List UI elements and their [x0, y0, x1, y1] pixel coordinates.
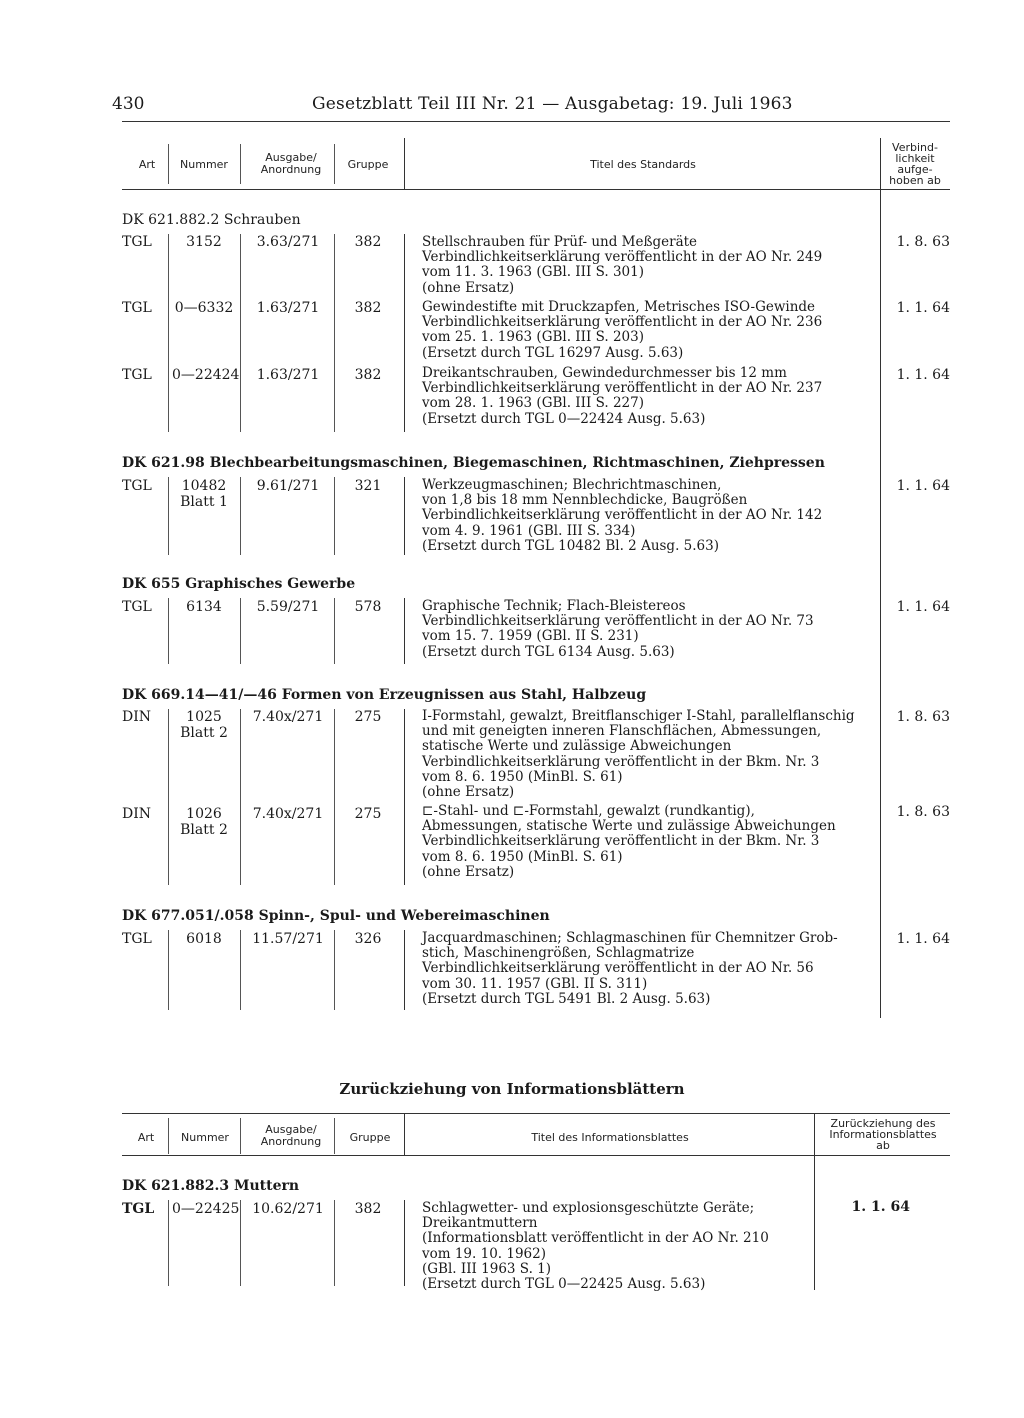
- section-heading: DK 621.882.3 Muttern: [122, 1178, 300, 1194]
- title-cell: Werkzeugmaschinen; Blechrichtmaschinen, von 1,8 bis 18 mm Nennblechdicke, Baugrößen Verbindlichkeitserklärung veröffentlicht in der AO Nr. 142 vom 4. 9. 1961 (GBl. III S. 334) (Ersetzt durch TGL 10482 Bl. 2 Ausg. 5.63): [422, 477, 823, 554]
- section-heading: DK 621.98 Blechbearbeitungsmaschinen, Biegemaschinen, Richtmaschinen, Ziehpressen: [122, 455, 825, 471]
- title-cell: I-Formstahl, gewalzt, Breitflanschiger I-Stahl, parallelflanschig und mit geneigten inneren Flanschflächen, Abmessungen, statische Werte und zulässige Abweichungen Verbindlichkeitserklärung veröffentlicht in der Bkm. Nr. 3 vom 8. 6. 1950 (MinBl. S. 61) (ohne Ersatz): [422, 708, 855, 801]
- th-gruppe: Gruppe: [347, 158, 389, 171]
- th-titel: Titel des Standards: [590, 158, 696, 171]
- gruppe-cell: 578: [354, 599, 382, 615]
- ausgabe-cell: 1.63/271: [256, 367, 320, 383]
- th-art: Art: [137, 1131, 155, 1144]
- date-cell: 1. 1. 64: [896, 300, 950, 316]
- date-cell: 1. 8. 63: [896, 234, 950, 250]
- art-cell: TGL: [122, 931, 152, 947]
- th-verb-1: Verbind-: [892, 141, 938, 154]
- nummer-cell: 6134: [186, 599, 222, 615]
- th-verb-3: aufge-: [897, 163, 933, 176]
- th-nummer: Nummer: [181, 1131, 229, 1144]
- nummer-cell: 1026 Blatt 2: [180, 806, 228, 838]
- nummer-cell: 10482 Blatt 1: [180, 478, 228, 510]
- art-cell: TGL: [122, 234, 152, 250]
- art-cell: TGL: [122, 367, 152, 383]
- th-ausgabe-1: Ausgabe/: [265, 151, 317, 164]
- title-cell: Stellschrauben für Prüf- und Meßgeräte Verbindlichkeitserklärung veröffentlicht in der AO Nr. 249 vom 11. 3. 1963 (GBl. III S. 301) (ohne Ersatz): [422, 234, 823, 296]
- ausgabe-cell: 7.40x/271: [252, 806, 324, 822]
- section-heading: DK 677.051/.058 Spinn-, Spul- und Webereimaschinen: [122, 908, 550, 924]
- th-zur-2: Informationsblattes: [829, 1128, 937, 1141]
- gruppe-cell: 275: [354, 709, 382, 725]
- date-cell: 1. 1. 64: [896, 367, 950, 383]
- date-cell: 1. 1. 64: [896, 478, 950, 494]
- ausgabe-cell: 9.61/271: [256, 478, 320, 494]
- section-heading: DK 621.882.2 Schrauben: [122, 212, 301, 228]
- ausgabe-cell: 7.40x/271: [252, 709, 324, 725]
- title-cell: Gewindestifte mit Druckzapfen, Metrisches ISO-Gewinde Verbindlichkeitserklärung veröffentlicht in der AO Nr. 236 vom 25. 1. 1963 (GBl. III S. 203) (Ersetzt durch TGL 16297 Ausg. 5.63): [422, 299, 823, 361]
- date-cell: 1. 1. 64: [896, 599, 950, 615]
- ausgabe-cell: 10.62/271: [252, 1201, 324, 1217]
- gruppe-cell: 275: [354, 806, 382, 822]
- gruppe-cell: 382: [354, 367, 382, 383]
- title-cell: Dreikantschrauben, Gewindedurchmesser bis 12 mm Verbindlichkeitserklärung veröffentlicht in der AO Nr. 237 vom 28. 1. 1963 (GBl. III S. 227) (Ersetzt durch TGL 0—22424 Ausg. 5.63): [422, 365, 823, 427]
- th-art: Art: [138, 158, 156, 171]
- running-title: Gesetzblatt Teil III Nr. 21 — Ausgabetag: 19. Juli 1963: [312, 94, 793, 114]
- title-cell: Graphische Technik; Flach-Bleistereos Verbindlichkeitserklärung veröffentlicht in der AO Nr. 73 vom 15. 7. 1959 (GBl. II S. 231) (Ersetzt durch TGL 6134 Ausg. 5.63): [422, 598, 814, 660]
- th-ausgabe-2: Anordnung: [260, 1135, 322, 1148]
- page-number: 430: [112, 94, 145, 114]
- th-verb-4: hoben ab: [889, 174, 941, 187]
- page-header: [112, 94, 912, 118]
- nummer-cell: 3152: [186, 234, 222, 250]
- ausgabe-cell: 1.63/271: [256, 300, 320, 316]
- th-zur-3: ab: [876, 1139, 890, 1152]
- date-cell: 1. 8. 63: [896, 709, 950, 725]
- art-cell: DIN: [122, 806, 152, 822]
- section-title: Zurückziehung von Informationsblättern: [339, 1080, 685, 1098]
- section-heading: DK 655 Graphisches Gewerbe: [122, 576, 356, 592]
- nummer-cell: 1025 Blatt 2: [180, 709, 228, 741]
- art-cell: TGL: [122, 599, 152, 615]
- date-cell: 1. 1. 64: [896, 931, 950, 947]
- art-cell: TGL: [122, 1201, 155, 1217]
- th-titel: Titel des Informationsblattes: [531, 1131, 689, 1144]
- gruppe-cell: 382: [354, 300, 382, 316]
- nummer-cell: 0—22425: [172, 1201, 240, 1217]
- th-nummer: Nummer: [180, 158, 228, 171]
- nummer-cell: 6018: [186, 931, 222, 947]
- th-gruppe: Gruppe: [349, 1131, 391, 1144]
- section-heading: DK 669.14—41/—46 Formen von Erzeugnissen aus Stahl, Halbzeug: [122, 687, 647, 703]
- nummer-cell: 0—22424: [172, 367, 240, 383]
- gruppe-cell: 326: [354, 931, 382, 947]
- th-zur-1: Zurückziehung des: [830, 1117, 936, 1130]
- ausgabe-cell: 3.63/271: [256, 234, 320, 250]
- th-verb-2: lichkeit: [895, 152, 935, 165]
- ausgabe-cell: 5.59/271: [256, 599, 320, 615]
- th-ausgabe-2: Anordnung: [260, 163, 322, 176]
- gruppe-cell: 321: [354, 478, 382, 494]
- gruppe-cell: 382: [354, 1201, 382, 1217]
- art-cell: DIN: [122, 709, 152, 725]
- date-cell: 1. 1. 64: [851, 1199, 910, 1215]
- title-cell: Jacquardmaschinen; Schlagmaschinen für Chemnitzer Grob- stich, Maschinengrößen, Schlagmatrize Verbindlichkeitserklärung veröffentlicht in der AO Nr. 56 vom 30. 11. 1957 (GBl. II S. 311) (Ersetzt durch TGL 5491 Bl. 2 Ausg. 5.63): [422, 930, 838, 1007]
- th-ausgabe-1: Ausgabe/: [265, 1123, 317, 1136]
- ausgabe-cell: 11.57/271: [252, 931, 324, 947]
- title-cell: Schlagwetter- und explosionsgeschützte Geräte; Dreikantmuttern (Informationsblatt veröffentlicht in der AO Nr. 210 vom 19. 10. 1962) (GBl. III 1963 S. 1) (Ersetzt durch TGL 0—22425 Ausg. 5.63): [422, 1200, 769, 1293]
- art-cell: TGL: [122, 478, 152, 494]
- nummer-cell: 0—6332: [174, 300, 234, 316]
- gruppe-cell: 382: [354, 234, 382, 250]
- date-cell: 1. 8. 63: [896, 804, 950, 820]
- art-cell: TGL: [122, 300, 152, 316]
- title-cell: ⊏-Stahl- und ⊏-Formstahl, gewalzt (rundkantig), Abmessungen, statische Werte und zulässige Abweichungen Verbindlichkeitserklärung veröffentlicht in der Bkm. Nr. 3 vom 8. 6. 1950 (MinBl. S. 61) (ohne Ersatz): [422, 803, 836, 880]
- header-rule: [122, 121, 950, 122]
